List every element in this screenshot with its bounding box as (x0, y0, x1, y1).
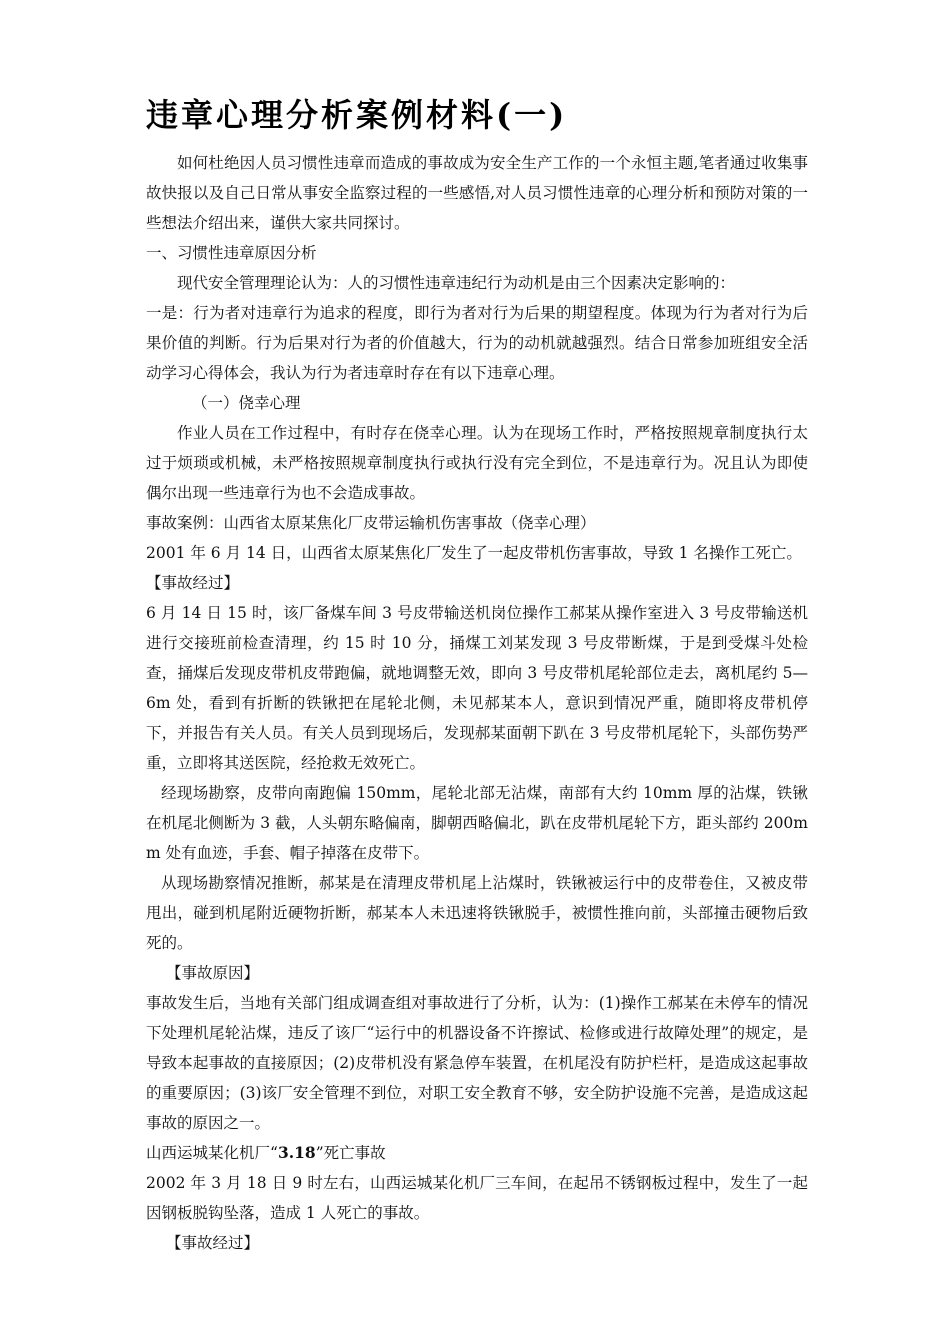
second-case-date: 3.18 (277, 1143, 316, 1162)
case-cause-paragraph: 事故发生后，当地有关部门组成调查组对事故进行了分析，认为：(1)操作工郝某在未停车的情况下处理机尾轮沾煤，违反了该厂“运行中的机器设备不许擦试、检修或进行故障处理”的规定，是导致本起事故的直接原因；(2)皮带机没有紧急停车装置，在机尾没有防护栏杆，是造成这起事故的重要原因；(3)该厂安全管理不到位，对职工安全教育不够，安全防护设施不完善，是造成这起事故的原因之一。 (146, 994, 808, 1132)
subsection-heading: （一）侥幸心理 (192, 394, 301, 412)
section-heading: 一、习惯性违章原因分析 (146, 244, 317, 262)
second-case-title-suffix: ”死亡事故 (315, 1144, 386, 1162)
case-process-heading: 【事故经过】 (146, 574, 240, 592)
luck-mentality-paragraph: 作业人员在工作过程中，有时存在侥幸心理。认为在现场工作时，严格按照规章制度执行太过于烦琐或机械，未严格按照规章制度执行或执行没有完全到位，不是违章行为。况且认为即使偶尔出现一些违章行为也不会造成事故。 (146, 424, 808, 502)
site-survey-paragraph: 经现场勘察，皮带向南跑偏 150mm，尾轮北部无沾煤，南部有大约 10mm 厚的沾煤，铁锹在机尾北侧断为 3 截，人头朝东略偏南，脚朝西略偏北，趴在皮带机尾轮下方，距头部约 200mm 处有血迹，手套、帽子掉落在皮带下。 (146, 784, 808, 862)
case-process-paragraph: 6 月 14 日 15 时，该厂备煤车间 3 号皮带输送机岗位操作工郝某从操作室进入 3 号皮带输送机进行交接班前检查清理，约 15 时 10 分，捅煤工刘某发现 3 号皮带断煤，于是到受煤斗处检查，捅煤后发现皮带机皮带跑偏，就地调整无效，即向 3 号皮带机尾轮部位走去，离机尾约 5—6m 处，看到有折断的铁锹把在尾轮北侧，未见郝某本人，意识到情况严重，随即将皮带机停下，并报告有关人员。有关人员到现场后，发现郝某面朝下趴在 3 号皮带机尾轮下，头部伤势严重，立即将其送医院，经抢救无效死亡。 (146, 604, 808, 772)
document-page (146, 92, 808, 1258)
theory-paragraph: 现代安全管理理论认为：人的习惯性违章违纪行为动机是由三个因素决定影响的： (177, 274, 736, 292)
case-title: 事故案例：山西省太原某焦化厂皮带运输机伤害事故（侥幸心理） (146, 514, 596, 532)
second-case-title (146, 1138, 808, 1168)
intro-paragraph: 如何杜绝因人员习惯性违章而造成的事故成为安全生产工作的一个永恒主题,笔者通过收集事故快报以及自己日常从事安全监察过程的一些感悟,对人员习惯性违章的心理分析和预防对策的一些想法介绍出来，谨供大家共同探讨。 (146, 154, 808, 232)
factor-one-paragraph: 一是：行为者对违章行为追求的程度，即行为者对行为后果的期望程度。体现为行为者对行为后果价值的判断。行为后果对行为者的价值越大，行为的动机就越强烈。结合日常参加班组安全活动学习心得体会，我认为行为者违章时存在有以下违章心理。 (146, 304, 808, 382)
case-summary: 2001 年 6 月 14 日，山西省太原某焦化厂发生了一起皮带机伤害事故，导致 1 名操作工死亡。 (146, 544, 802, 562)
second-case-summary: 2002 年 3 月 18 日 9 时左右，山西运城某化机厂三车间，在起吊不锈钢板过程中，发生了一起因钢板脱钩坠落，造成 1 人死亡的事故。 (146, 1174, 808, 1222)
inference-paragraph: 从现场勘察情况推断，郝某是在清理皮带机尾上沾煤时，铁锹被运行中的皮带卷住，又被皮带甩出，碰到机尾附近硬物折断，郝某本人未迅速将铁锹脱手，被惯性推向前，头部撞击硬物后致死的。 (146, 874, 808, 952)
second-case-title-prefix: 山西运城某化机厂“ (146, 1144, 278, 1162)
case-cause-heading: 【事故原因】 (166, 964, 260, 982)
document-title: 违章心理分析案例材料(一) (146, 96, 568, 134)
second-case-process-heading: 【事故经过】 (166, 1234, 260, 1252)
